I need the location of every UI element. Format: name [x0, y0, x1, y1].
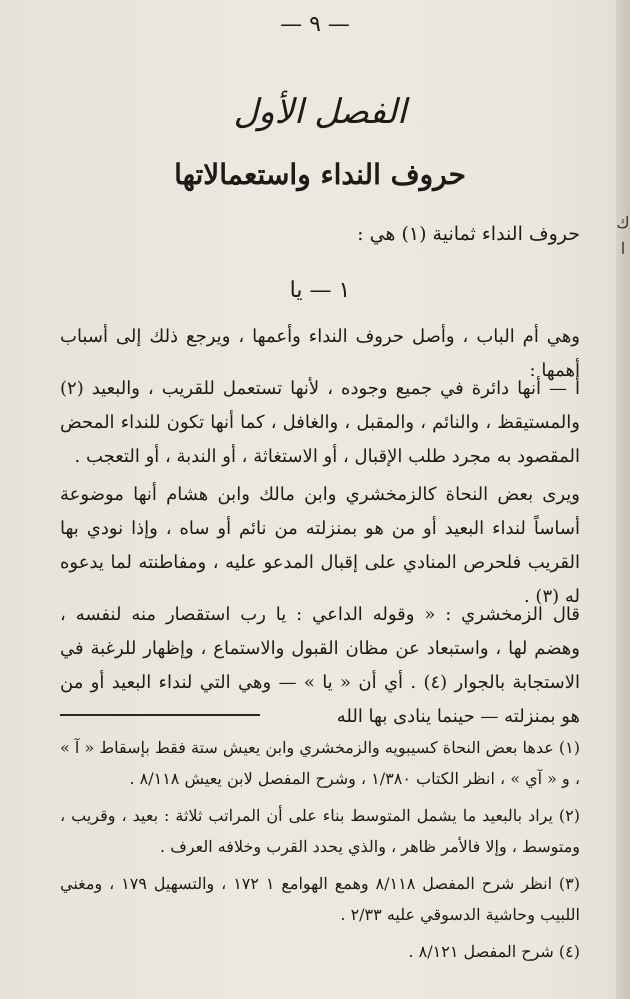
- footnote: (٤) شرح المفصل ٨/١٢١ .: [408, 942, 580, 961]
- paragraph: أ — أنها دائرة في جميع وجوده ، لأنها تستعمل للقريب ، والبعيد (٢) والمستيقظ ، والنائم ، والمقبل ، والغافل ، كما أنها تكون للنداء المحض المقصود به مجرد طلب الإقبال ، أو الاستغاثة ، أو الندبة ، أو التعجب .: [60, 378, 580, 467]
- adjacent-page-text: ك ا: [616, 213, 630, 258]
- footnotes: [60, 732, 580, 973]
- footnote-divider: [60, 714, 260, 716]
- subheading: ١ — يا: [289, 278, 351, 303]
- paragraph: ويرى بعض النحاة كالزمخشري وابن مالك وابن هشام أنها موضوعة أساساً لنداء البعيد أو من هو بمنزلته من نائم أو ساه ، وإذا نودي بها القريب فلحرص المنادي على إقبال المدعو عليه ، ومفاطنته لما يدعوه له (٣) .: [60, 484, 580, 607]
- footnote: (١) عدها بعض النحاة كسيبويه والزمخشري وابن يعيش ستة فقط بإسقاط « آ » ، و « آي » ، انظر الكتاب ١/٣٨٠ ، وشرح المفصل لابن يعيش ٨/١١٨ .: [60, 738, 580, 788]
- chapter-title: الفصل الأول: [233, 92, 407, 132]
- intro-line: حروف النداء ثمانية (١) هي :: [357, 223, 580, 245]
- adjacent-page-edge: [616, 0, 630, 999]
- paragraph: وهي أم الباب ، وأصل حروف النداء وأعمها ، ويرجع ذلك إلى أسباب أهمها :: [60, 326, 580, 381]
- footnote: (٢) يراد بالبعيد ما يشمل المتوسط بناء على أن المراتب ثلاثة : بعيد ، وقريب ، ومتوسط ، وإلا فالأمر ظاهر ، والذي يحدد القرب وخلافه العرف .: [60, 806, 580, 856]
- paragraph: قال الزمخشري : « وقوله الداعي : يا رب استقصار منه لنفسه ، وهضم لها ، واستبعاد عن مظان القبول والاستماع ، وإظهار للرغبة في الاستجابة بالجوار (٤) . أي أن « يا » — وهي التي لنداء البعيد أو من هو بمنزلته — حينما ينادى بها الله: [60, 604, 580, 727]
- section-title: حروف النداء واستعمالاتها: [174, 158, 466, 191]
- page-number: — ٩ —: [280, 12, 350, 37]
- footnote: (٣) انظر شرح المفصل ٨/١١٨ وهمع الهوامع ١ ١٧٢ ، والتسهيل ١٧٩ ، ومغني اللبيب وحاشية الدسوقي عليه ٢/٣٣ .: [60, 874, 581, 924]
